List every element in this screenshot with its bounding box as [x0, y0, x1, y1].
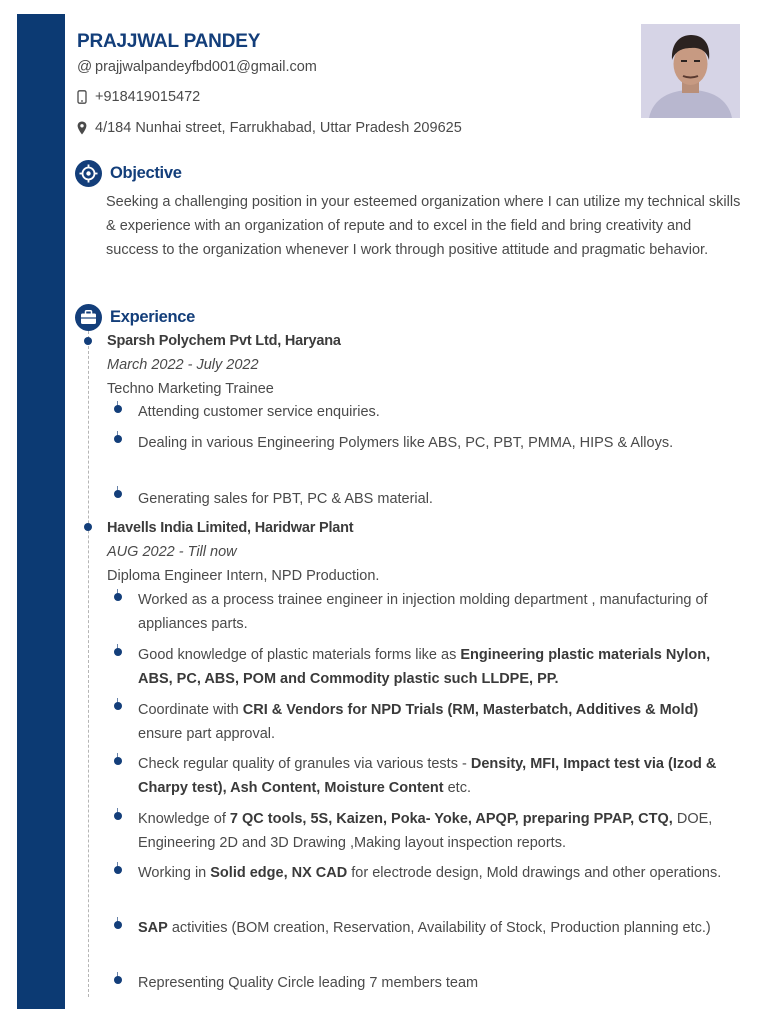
list-item: [138, 643, 738, 691]
bullet-dot: [114, 812, 122, 820]
list-item: [138, 487, 738, 511]
phone-icon: [77, 90, 95, 104]
bullet-dot: [114, 921, 122, 929]
bullet-dot: [114, 648, 122, 656]
list-item: [138, 752, 738, 800]
text-fragment: Good knowledge of plastic materials forms like as: [138, 647, 461, 663]
address-text: 4/184 Nunhai street, Farrukhabad, Uttar Pradesh 209625: [95, 120, 462, 136]
bullet-dot: [114, 702, 122, 710]
text-fragment: Coordinate with: [138, 702, 243, 718]
job-role: Diploma Engineer Intern, NPD Production.: [107, 568, 380, 584]
text-fragment: Dealing in various Engineering Polymers like ABS, PC, PBT, PMMA, HIPS & Alloys.: [138, 435, 674, 451]
profile-photo: [641, 24, 740, 118]
sidebar-band: [17, 14, 65, 1009]
text-fragment: ensure part approval.: [138, 726, 276, 742]
company-name: Sparsh Polychem Pvt Ltd, Haryana: [107, 333, 341, 349]
objective-heading: Objective: [110, 164, 182, 182]
target-icon: [75, 160, 102, 187]
list-item: [138, 861, 738, 885]
bold-text: Density, MFI, Impact test via (Izod & Charpy test), Ash Content, Moisture Content: [138, 756, 717, 796]
list-item: [138, 916, 738, 940]
text-fragment: activities (BOM creation, Reservation, Availability of Stock, Production planning etc.): [167, 920, 711, 936]
list-item: [138, 971, 738, 995]
job-dates: March 2022 - July 2022: [107, 357, 259, 373]
job-role: Techno Marketing Trainee: [107, 381, 274, 397]
list-item: [138, 698, 738, 746]
text-fragment: Generating sales for PBT, PC & ABS material.: [138, 491, 433, 507]
bullet-dot: [114, 490, 122, 498]
bullet-dot: [114, 757, 122, 765]
bold-text: CRI & Vendors for NPD Trials (RM, Masterbatch, Additives & Mold): [242, 702, 699, 718]
bold-text: Engineering plastic materials Nylon, ABS, PC, ABS, POM and Commodity plastic such LLDPE, PP.: [138, 647, 711, 687]
bold-text: Solid edge, NX CAD: [210, 865, 348, 881]
text-fragment: for electrode design, Mold drawings and other operations.: [347, 865, 722, 881]
location-pin-icon: [77, 121, 95, 135]
bold-text: 7 QC tools, 5S, Kaizen, Poka- Yoke, APQP, preparing PPAP, CTQ,: [229, 811, 673, 827]
timeline-dot: [84, 523, 92, 531]
text-fragment: DOE, Engineering 2D and 3D Drawing ,Making layout inspection reports.: [138, 811, 713, 851]
email-row: [77, 58, 317, 75]
bullet-dot: [114, 976, 122, 984]
email-text[interactable]: prajjwalpandeyfbd001@gmail.com: [95, 58, 317, 75]
timeline-line: [88, 331, 89, 997]
company-name: Havells India Limited, Haridwar Plant: [107, 520, 354, 536]
list-item: [138, 431, 738, 455]
candidate-name: PRAJJWAL PANDEY: [77, 31, 261, 52]
text-fragment: Worked as a process trainee engineer in injection molding department , manufacturing of appliances parts.: [138, 592, 708, 632]
bullet-dot: [114, 435, 122, 443]
text-fragment: Check regular quality of granules via various tests -: [138, 756, 471, 772]
list-item: [138, 588, 738, 636]
phone-row: [77, 89, 200, 105]
address-row: [77, 120, 462, 136]
bullet-dot: [114, 866, 122, 874]
bullet-dot: [114, 593, 122, 601]
list-item: [138, 400, 738, 424]
bullet-dot: [114, 405, 122, 413]
job-dates: AUG 2022 - Till now: [107, 544, 237, 560]
text-fragment: etc.: [443, 780, 471, 796]
text-fragment: Attending customer service enquiries.: [138, 404, 380, 420]
experience-heading: Experience: [110, 308, 196, 326]
bold-text: SAP: [138, 920, 168, 936]
phone-text[interactable]: +918419015472: [95, 89, 201, 105]
at-icon: @: [77, 58, 93, 75]
objective-text: Seeking a challenging position in your esteemed organization where I can utilize my technical skills & experience with an organization of repute and to excel in the field and bring creativity and success to the organization whenever I work through positive attitude and pragmatic behavior.: [106, 194, 741, 258]
text-fragment: Representing Quality Circle leading 7 members team: [138, 975, 479, 991]
timeline-dot: [84, 337, 92, 345]
list-item: [138, 807, 738, 855]
briefcase-icon: [75, 304, 102, 331]
text-fragment: Working in: [138, 865, 211, 881]
text-fragment: Knowledge of: [138, 811, 230, 827]
